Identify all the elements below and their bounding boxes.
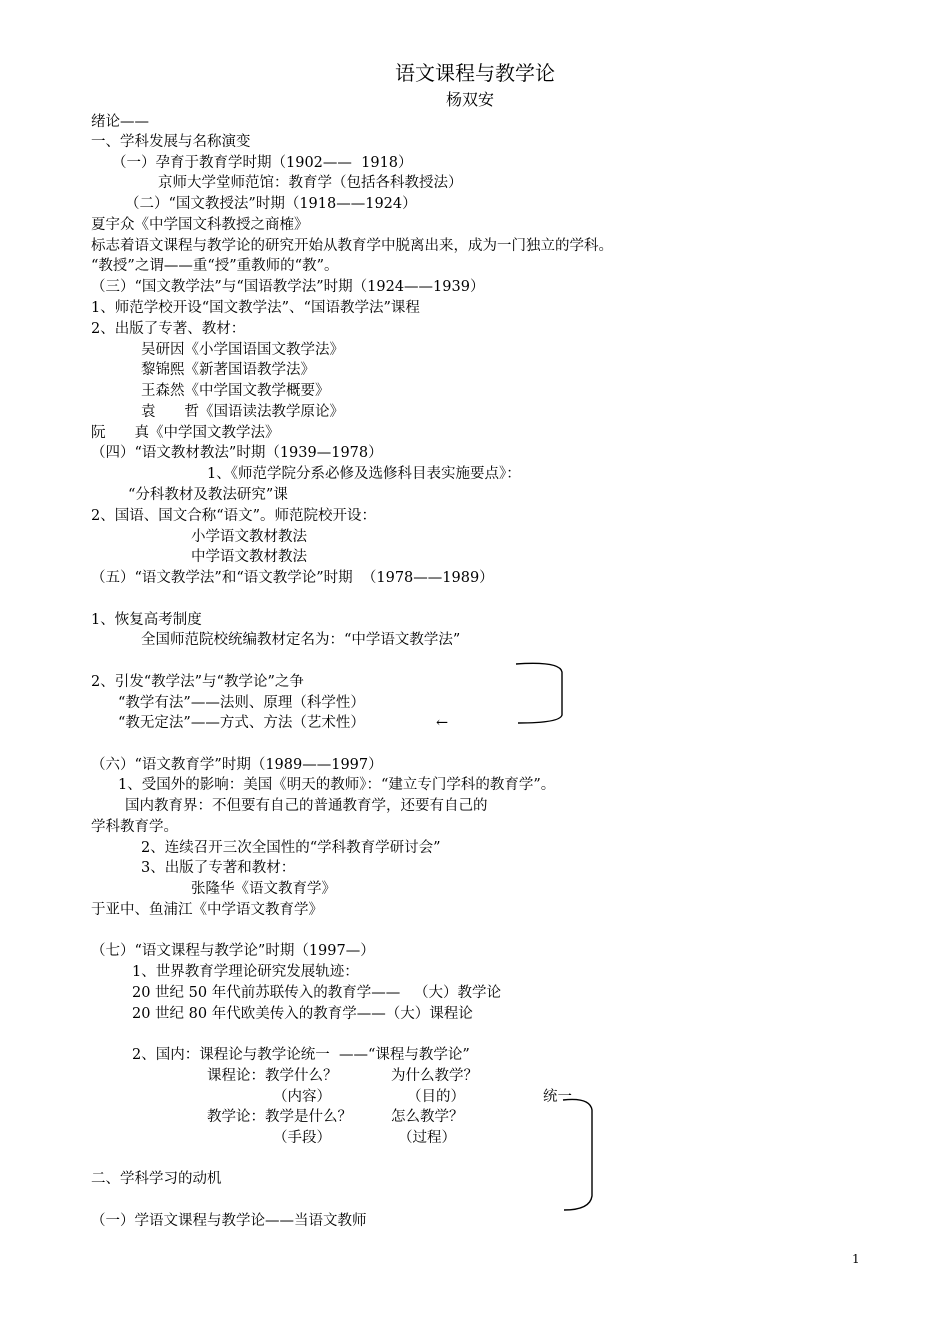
page-number: 1 <box>852 1252 860 1266</box>
text-line: 1、恢复高考制度 <box>91 612 202 628</box>
text-line: 2、引发“教学法”与“教学论”之争 <box>91 674 304 690</box>
section-heading: 二、学科学习的动机 <box>91 1171 222 1187</box>
text-line: （一）学语文课程与教学论——当语文教师 <box>91 1213 367 1229</box>
text-line: 夏宇众《中学国文科教授之商榷》 <box>91 217 309 233</box>
text-line: 京师大学堂师范馆：教育学（包括各科教授法） <box>158 175 463 191</box>
text-line: 阮 真《中学国文教学法》 <box>91 425 280 441</box>
text-line: （二）“国文教授法”时期（1918——1924） <box>125 196 417 212</box>
text-line: 怎么教学？ <box>391 1109 464 1125</box>
text-line: “教学有法”——法则、原理（科学性） <box>118 695 365 711</box>
text-line: （四）“语文教材教法”时期（1939—1978） <box>91 445 383 461</box>
text-line: “教无定法”——方式、方法（艺术性） <box>118 715 365 731</box>
text-line: 1、《师范学院分系必修及选修科目表实施要点》： <box>207 466 521 482</box>
text-line: 2、连续召开三次全国性的“学科教育学研讨会” <box>141 840 441 856</box>
text-line: 2、国内：课程论与教学论统一 ——“课程与教学论” <box>132 1047 470 1063</box>
text-line: （手段） <box>273 1130 331 1146</box>
text-line: “分科教材及教法研究”课 <box>128 487 288 503</box>
document-title: 语文课程与教学论 <box>395 61 555 85</box>
text-line: 20 世纪 50 年代前苏联传入的教育学—— （大）教学论 <box>132 985 502 1001</box>
text-line: 为什么教学？ <box>391 1068 478 1084</box>
text-line: 张隆华《语文教育学》 <box>191 881 336 897</box>
text-line: 20 世纪 80 年代欧美传入的教育学——（大）课程论 <box>132 1006 473 1022</box>
text-line: （目的） <box>407 1089 465 1105</box>
text-line: 标志着语文课程与教学论的研究开始从教育学中脱离出来，成为一门独立的学科。 <box>91 238 613 254</box>
text-line: 王森然《中学国文教学概要》 <box>141 383 330 399</box>
text-line: 1、世界教育学理论研究发展轨迹： <box>132 964 359 980</box>
text-line: “教授”之谓——重“授”重教师的“教”。 <box>91 258 339 274</box>
text-line: 小学语文教材教法 <box>191 529 307 545</box>
text-line: （三）“国文教学法”与“国语教学法”时期（1924——1939） <box>91 279 485 295</box>
text-line: 1、师范学校开设“国文教学法”、“国语教学法”课程 <box>91 300 420 316</box>
text-line: 课程论：教学什么？ <box>207 1068 338 1084</box>
text-line: （六）“语文教育学”时期（1989——1997） <box>91 757 383 773</box>
text-line: 袁 哲《国语读法教学原论》 <box>141 404 344 420</box>
text-line: 学科教育学。 <box>91 819 178 835</box>
text-line: 中学语文教材教法 <box>191 549 307 565</box>
section-heading: 一、学科发展与名称演变 <box>91 134 251 150</box>
text-line: 全国师范院校统编教材定名为：“中学语文教学法” <box>141 632 461 648</box>
arrow-symbol: ← <box>436 715 449 731</box>
text-line: 吴研因《小学国语国文教学法》 <box>141 342 344 358</box>
text-line: 教学论：教学是什么？ <box>207 1109 352 1125</box>
text-line: （过程） <box>398 1130 456 1146</box>
text-line: 黎锦熙《新著国语教学法》 <box>141 362 315 378</box>
author-name: 杨双安 <box>446 90 495 109</box>
text-line: 于亚中、鱼浦江《中学语文教育学》 <box>91 902 323 918</box>
text-line: 3、出版了专著和教材： <box>141 860 296 876</box>
text-line: 统一 <box>543 1089 572 1105</box>
text-line: 2、国语、国文合称“语文”。师范院校开设： <box>91 508 377 524</box>
text-line: （一）孕育于教育学时期（1902—— 1918） <box>112 155 413 171</box>
text-line: 国内教育界：不但要有自己的普通教育学，还要有自己的 <box>125 798 488 814</box>
text-line: （五）“语文教学法”和“语文教学论”时期 （1978——1989） <box>91 570 494 586</box>
text-line: 1、受国外的影响：美国《明天的教师》：“建立专门学科的教育学”。 <box>118 777 556 793</box>
text-line: （内容） <box>273 1089 331 1105</box>
text-line: （七）“语文课程与教学论”时期（1997—） <box>91 943 375 959</box>
text-line: 2、出版了专著、教材： <box>91 321 246 337</box>
text-line: 绪论—— <box>91 114 149 130</box>
